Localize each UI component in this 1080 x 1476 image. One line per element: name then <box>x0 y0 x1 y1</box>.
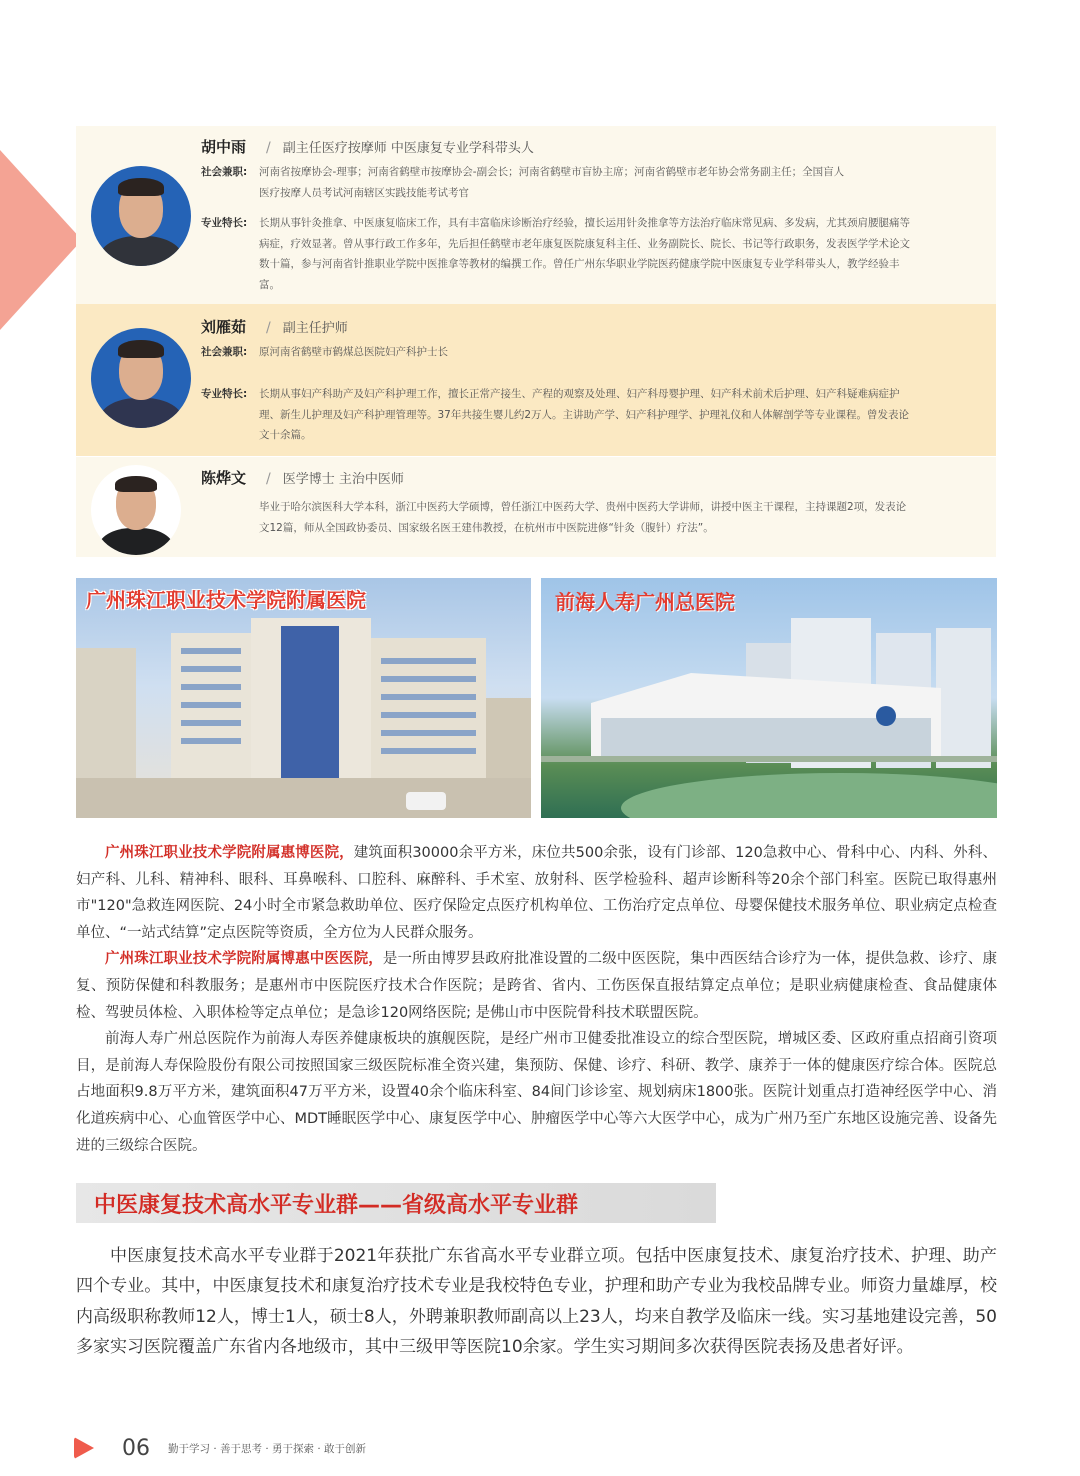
social-label: 社会兼职: <box>201 346 248 358</box>
article-paragraph: 广州珠江职业技术学院附属博惠中医医院，是一所由博罗县政府批准设置的二级中医医院，集中西医结合诊疗为一体，提供急救、诊疗、康复、预防保健和科教服务；是惠州市中医院医疗技术合作医院；是跨省、省内、工伤医保直报结算定点单位；是职业病健康检查、食品健康体检、驾驶员体检、入职体检等定点单位；是急诊120网络医院; 是佛山市中医院骨科技术联盟医院。 <box>76 951 997 1021</box>
profile-name: 刘雁茹 <box>201 318 247 336</box>
profile-card-liu <box>76 304 996 456</box>
profile-title: 副主任护师 <box>282 321 348 336</box>
specialty <box>201 384 991 446</box>
biography-line: 文12篇，师从全国政协委员、国家级名医王建伟教授，在杭州市中医院进修“针灸（腹针）疗法”。 <box>259 521 714 534</box>
biography <box>259 497 991 538</box>
separator-slash: / <box>266 140 271 156</box>
profile-title: 医学博士 主治中医师 <box>282 472 404 487</box>
specialty-line: 数十篇，参与河南省针推职业学院中医推拿等教材的编撰工作。曾任广州东华职业学院医药健康学院中医康复专业学科带头人，教学经验丰 <box>259 258 900 270</box>
hospital-building-illustration <box>76 578 531 818</box>
specialty-line: 长期从事妇产科助产及妇产科护理工作，擅长正常产接生、产程的观察及处理、妇产科母婴护理、妇产科术前术后护理、妇产科疑难病症护 <box>259 388 900 400</box>
social-position <box>201 162 991 203</box>
profile-name: 陈烨文 <box>201 469 247 487</box>
avatar <box>91 328 191 428</box>
footer-motto: 勤于学习 · 善于思考 · 勇于探索 · 敢于创新 <box>168 1442 367 1455</box>
profile-card-hu <box>76 126 996 304</box>
article-paragraph: 前海人寿广州总医院作为前海人寿医养健康板块的旗舰医院，是经广州市卫健委批准设立的综合型医院，增城区委、区政府重点招商引资项目，是前海人寿保险股份有限公司按照国家三级医院标准全资兴建，集预防、保健、诊疗、科研、教学、康养于一体的健康医疗综合体。医院总占地面积9.8万平方米，建筑面积47万平方米，设置40余个临床科室、84间门诊诊室、规划病床1800张。医院计划重点打造神经医学中心、消化道疾病中心、心血管医学中心、MDT睡眠医学中心、康复医学中心、肿瘤医学中心等六大医学中心，成为广州乃至广东地区设施完善、设备先进的三级综合医院。 <box>76 1031 997 1154</box>
specialty-label: 专业特长: <box>201 388 248 400</box>
section-header <box>76 1183 716 1223</box>
profile-title: 副主任医疗按摩师 中医康复专业学科带头人 <box>282 141 534 156</box>
specialty-line: 文十余篇。 <box>259 429 312 441</box>
play-icon <box>74 1437 94 1459</box>
section-title: 中医康复技术高水平专业群——省级高水平专业群 <box>94 1193 579 1218</box>
specialty-line: 理、新生儿护理及妇产科护理管理等。37年共接生婴儿约2万人。主讲助产学、妇产科护理学、护理礼仪和人体解剖学等专业课程。曾发表论 <box>259 408 910 421</box>
biography-line: 毕业于哈尔滨医科大学本科，浙江中医药大学硕博，曾任浙江中医药大学、贵州中医药大学讲师，讲授中医主干课程，主持课题2项，发表论 <box>259 501 907 513</box>
section-paragraph: 中医康复技术高水平专业群于2021年获批广东省高水平专业群立项。包括中医康复技术、康复治疗技术、护理、助产四个专业。其中，中医康复技术和康复治疗技术专业是我校特色专业，护理和助产专业为我校品牌专业。师资力量雄厚，校内高级职称教师12人，博士1人，硕士8人，外聘兼职教师副高以上23人，均来自教学及临床一线。实习基地建设完善，50多家实习医院覆盖广东省内各地级市，其中三级甲等医院10余家。学生实习期间多次获得医院表扬及患者好评。 <box>76 1246 997 1358</box>
separator-slash: / <box>266 320 271 336</box>
page-footer <box>74 1433 366 1463</box>
avatar <box>91 166 191 266</box>
hospital-name-highlight: 广州珠江职业技术学院附属惠博医院， <box>105 845 354 861</box>
corner-decoration <box>0 150 82 330</box>
social-line: 河南省按摩协会-理事；河南省鹤壁市按摩协会-副会长；河南省鹤壁市盲协主席；河南省鹤壁市老年协会常务副主任；全国盲人 <box>259 166 845 178</box>
photo-caption: 前海人寿广州总医院 <box>555 590 735 614</box>
section-body <box>76 1241 997 1363</box>
social-label: 社会兼职: <box>201 166 248 178</box>
hospital-name-highlight: 广州珠江职业技术学院附属博惠中医医院， <box>105 951 383 968</box>
specialty-label: 专业特长: <box>201 217 248 229</box>
hospital-article <box>76 840 997 1159</box>
profile-name: 胡中雨 <box>201 138 247 156</box>
specialty <box>201 213 991 295</box>
avatar <box>91 465 181 555</box>
profile-card-chen <box>76 457 996 557</box>
hospital-photo-left <box>76 578 531 818</box>
separator-slash: / <box>266 471 271 487</box>
specialty-line: 富。 <box>259 278 280 291</box>
social-line: 原河南省鹤壁市鹤煤总医院妇产科护士长 <box>259 346 448 358</box>
page-number: 06 <box>122 1435 150 1461</box>
specialty-line: 病症，疗效显著。曾从事行政工作多年，先后担任鹤壁市老年康复医院康复科主任、业务副院长、院长、书记等行政职务，发表医学学术论文 <box>259 237 910 250</box>
specialty-line: 长期从事针灸推拿、中医康复临床工作，具有丰富临床诊断治疗经验，擅长运用针灸推拿等方法治疗临床常见病、多发病，尤其颈肩腰腿痛等 <box>259 217 910 229</box>
photo-caption: 广州珠江职业技术学院附属医院 <box>86 588 366 612</box>
social-line: 医疗按摩人员考试河南辖区实践技能考试考官 <box>259 186 469 199</box>
hospital-photo-right <box>541 578 997 818</box>
social-position <box>201 342 991 363</box>
article-paragraph: 广州珠江职业技术学院附属惠博医院，建筑面积30000余平方米，床位共500余张，设有门诊部、120急救中心、骨科中心、内科、外科、妇产科、儿科、精神科、眼科、耳鼻喉科、口腔科、麻醉科、手术室、放射科、医学检验科、超声诊断科等20余个部门科室。医院已取得惠州市"120"急救连网医院、24小时全市紧急救助单位、医疗保险定点医疗机构单位、工伤治疗定点单位、母婴保健技术服务单位、职业病定点检查单位、“一站式结算”定点医院等资质，全方位为人民群众服务。 <box>76 845 997 941</box>
